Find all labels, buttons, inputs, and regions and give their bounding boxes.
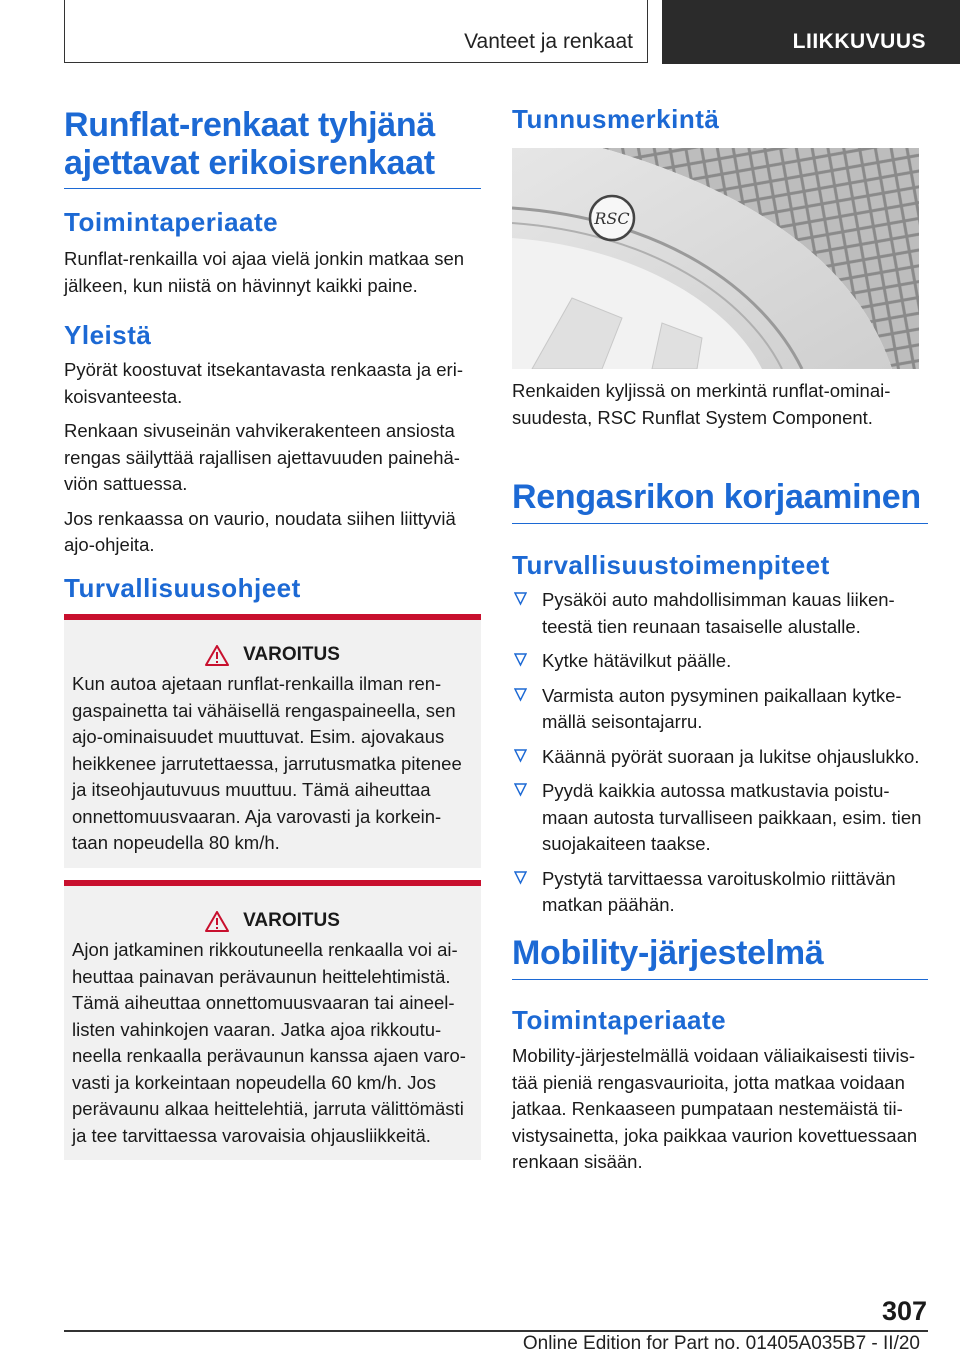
marking-caption	[512, 378, 928, 431]
text-line: neella renkaalla perävaunun kanssa ajaen varo-	[72, 1045, 466, 1066]
general-text	[64, 357, 481, 559]
repair-title: Rengasrikon korjaaminen	[512, 478, 921, 516]
text-line: matkan päähän.	[542, 894, 675, 915]
principle-text	[64, 246, 481, 299]
warning-triangle-icon	[205, 645, 229, 666]
mobility-title-block	[512, 934, 928, 980]
title-rule	[512, 979, 928, 980]
text-line: maan autosta turvalliseen paikkaan, esim. tien	[542, 806, 922, 828]
text-line: ja itseohjautuvuus muuttuu. Tämä aiheuttaa	[72, 779, 431, 800]
list-item	[512, 744, 928, 771]
text-line: viön sattuessa.	[64, 473, 188, 494]
main-title	[64, 106, 481, 182]
warning-label: VAROITUS	[243, 644, 340, 665]
text-line: jälkeen, kun niistä on hävinnyt kaikki paine.	[64, 274, 418, 296]
text-line: renkaan sisään.	[512, 1151, 643, 1172]
text-line: ajo-ominaisuudet muuttuvat. Esim. ajovakaus	[72, 726, 445, 747]
text-line: gaspainetta tai vähäisellä rengaspaineella, sen	[72, 699, 456, 721]
main-title-line2: ajettavat erikoisrenkaat	[64, 144, 435, 182]
list-item	[512, 683, 928, 736]
chapter-tab: LIIKKUVUUS	[662, 0, 960, 64]
triangle-bullet-icon	[514, 591, 527, 607]
text-line: Pyydä kaikkia autossa matkustavia poistu-	[542, 780, 890, 801]
warning-label: VAROITUS	[243, 910, 340, 931]
text-line: Pystytä tarvittaessa varoituskolmio riittävän	[542, 867, 896, 889]
text-line: Tämä aiheuttaa onnettomuusvaaran tai aineel-	[72, 992, 455, 1013]
text-line: ja tee tarvittaessa varovaisia ohjausliikkeitä.	[72, 1124, 431, 1146]
edition-info: Online Edition for Part no. 01405A035B7 - II/20	[522, 1333, 920, 1354]
general-heading: Yleistä	[64, 320, 152, 350]
text-line: Jos renkaassa on vaurio, noudata siihen liittyviä	[64, 507, 456, 529]
text-line: onnettomuusvaaran. Aja varovasti ja korkein-	[72, 805, 442, 827]
tire-illustration	[512, 148, 919, 369]
triangle-bullet-icon	[514, 782, 527, 798]
text-line: taan nopeudella 80 km/h.	[72, 832, 280, 853]
mobility-text	[512, 1043, 928, 1176]
text-line: Kytke hätävilkut päälle.	[542, 650, 732, 671]
text-line: tää pieniä rengasvaurioita, jotta matkaa voidaan	[512, 1071, 905, 1093]
warning-box-1	[64, 614, 481, 868]
text-line: Käännä pyörät suoraan ja lukitse ohjauslukko.	[542, 745, 920, 767]
text-line: jatkaa. Renkaaseen pumpataan nestemäistä tii-	[512, 1098, 903, 1119]
text-line: Varmista auton pysyminen paikallaan kytke-	[542, 684, 902, 706]
text-line: Ajon jatkaminen rikkoutuneella renkaalla voi ai-	[72, 939, 458, 960]
text-line: teestä tien reunaan tasaiselle alustalle.	[542, 615, 861, 637]
text-line: ajo-ohjeita.	[64, 534, 155, 555]
text-line: Renkaan sivuseinän vahvikerakenteen ansiosta	[64, 420, 455, 441]
text-line: mällä seisontajarru.	[542, 711, 703, 732]
warning-triangle-icon	[205, 911, 229, 932]
title-rule	[512, 523, 928, 524]
list-item	[512, 648, 928, 675]
svg-text:RSC: RSC	[594, 209, 630, 228]
triangle-bullet-icon	[514, 870, 527, 886]
warning-header	[64, 910, 481, 932]
mobility-principle-heading: Toimintaperiaate	[512, 1005, 727, 1035]
text-line: Renkaiden kyljissä on merkintä runflat-ominai-	[512, 380, 891, 401]
text-line: vistysainetta, joka paikkaa vaurion kovettuessaan	[512, 1124, 918, 1146]
section-title: Vanteet ja renkaat	[464, 30, 633, 53]
footer-rule	[64, 1330, 928, 1332]
triangle-bullet-icon	[514, 687, 527, 703]
page-number: 307	[881, 1296, 927, 1326]
safety-heading: Turvallisuusohjeet	[64, 573, 301, 603]
mobility-title: Mobility-järjestelmä	[512, 934, 824, 972]
title-rule	[64, 188, 481, 189]
text-line: heuttaa painavan perävaunun heittelehtimistä.	[72, 965, 451, 987]
text-line: rengas säilyttää rajallisen ajettavuuden painehä-	[64, 446, 460, 468]
text-line: Runflat-renkailla voi ajaa vielä jonkin matkaa sen	[64, 248, 465, 269]
text-line: vasti ja korkeintaan nopeudella 60 km/h. Jos	[72, 1071, 437, 1093]
repair-title-block	[512, 478, 928, 524]
text-line: heikkenee jarrutettaessa, jarrutusmatka pitenee	[72, 752, 462, 774]
safety-measures-heading: Turvallisuustoimenpiteet	[512, 550, 830, 580]
list-item	[512, 587, 928, 640]
warning-text	[64, 666, 481, 857]
text-line: Pysäköi auto mahdollisimman kauas liiken-	[542, 589, 895, 610]
main-title-block	[64, 106, 481, 189]
text-line: listen vahinkojen vaaran. Jatka ajoa rikkoutu-	[72, 1018, 442, 1040]
header-frame	[64, 0, 648, 63]
text-line: perävaunu alkaa heittelehtiä, jarruta välittömästi	[72, 1098, 464, 1119]
text-line: koisvanteesta.	[64, 385, 183, 407]
text-line: suojakaiteen taakse.	[542, 833, 711, 854]
text-line: Kun autoa ajetaan runflat-renkailla ilman ren-	[72, 673, 442, 694]
safety-steps-list	[512, 587, 928, 927]
text-line: Mobility-järjestelmällä voidaan väliaikaisesti tiivis-	[512, 1045, 916, 1066]
runflat-tire-image	[512, 148, 919, 369]
warning-text	[64, 932, 481, 1149]
main-title-line1: Runflat-renkaat tyhjänä	[64, 106, 435, 144]
text-line: suudesta, RSC Runflat System Component.	[512, 406, 873, 428]
triangle-bullet-icon	[514, 652, 527, 668]
warning-header	[64, 644, 481, 666]
list-item	[512, 866, 928, 919]
text-line: Pyörät koostuvat itsekantavasta renkaasta ja eri-	[64, 359, 463, 380]
warning-box-2	[64, 880, 481, 1160]
list-item	[512, 778, 928, 858]
triangle-bullet-icon	[514, 748, 527, 764]
principle-heading: Toimintaperiaate	[64, 207, 279, 237]
marking-heading: Tunnusmerkintä	[512, 104, 720, 134]
